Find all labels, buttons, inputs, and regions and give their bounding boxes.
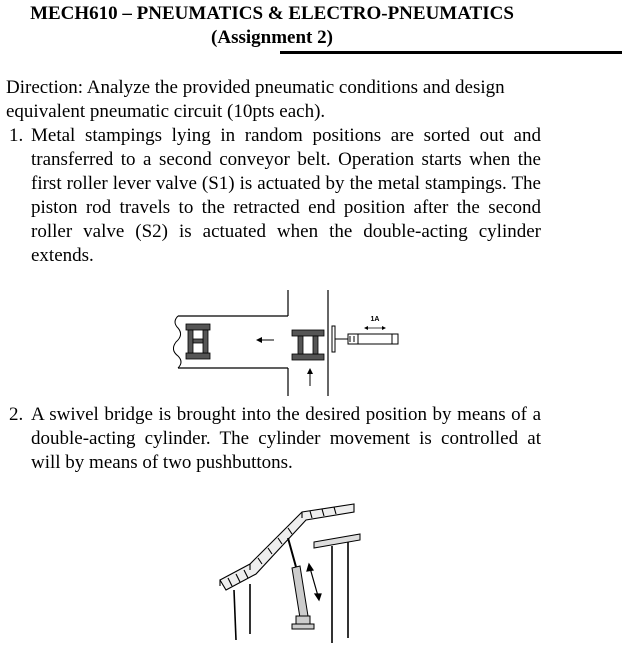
cylinder-1a bbox=[332, 326, 398, 352]
question-2 bbox=[9, 403, 541, 475]
stamping-left bbox=[186, 324, 210, 359]
stamping-center bbox=[292, 330, 324, 360]
document-title: MECH610 – PNEUMATICS & ELECTRO-PNEUMATICS bbox=[30, 3, 514, 24]
figure-swivel-bridge bbox=[214, 498, 364, 647]
cylinder-label: 1A bbox=[370, 316, 380, 323]
direction-text: Direction: Analyze the provided pneumatic conditions and design equivalent pneumatic circuit (10pts each). bbox=[6, 77, 505, 122]
question-2-text: A swivel bridge is brought into the desired position by means of a double-acting cylinder. The cylinder movement is controlled at will by means of two pushbuttons. bbox=[31, 404, 541, 473]
title-underline bbox=[280, 51, 622, 54]
figure-conveyor-sorting bbox=[170, 288, 420, 400]
question-1 bbox=[9, 124, 541, 268]
question-1-text: Metal stampings lying in random positions are sorted out and transferred to a second conveyor belt. Operation starts when the first roller lever valve (S1) is actuated by the metal stampings. The piston rod travels to the retracted end position after the second roller valve (S2) is actuated when the double-acting cylinder extends. bbox=[31, 125, 541, 266]
question-1-number: 1. bbox=[9, 125, 24, 146]
question-2-number: 2. bbox=[9, 404, 24, 425]
document-subtitle: (Assignment 2) bbox=[211, 27, 333, 48]
